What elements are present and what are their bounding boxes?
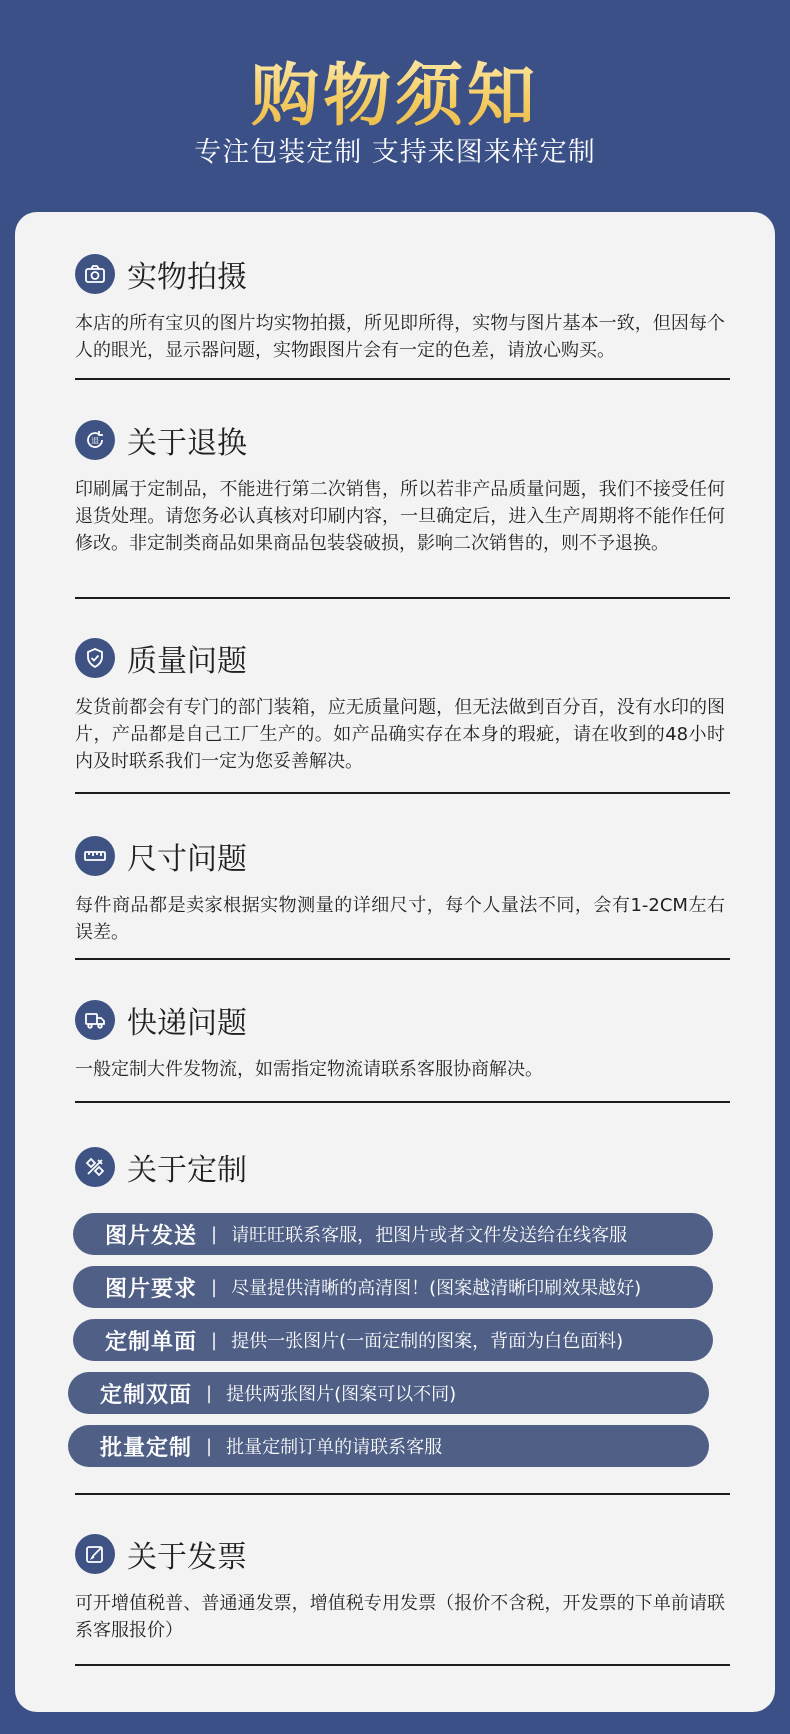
section-title: 实物拍摄 (127, 260, 247, 295)
camera-icon (75, 254, 115, 294)
return-icon (75, 420, 115, 460)
section-quality (75, 636, 730, 775)
section-title: 关于定制 (127, 1153, 247, 1188)
section-text: 本店的所有宝贝的图片均实物拍摄，所见即所得，实物与图片基本一致，但因每个人的眼光，显示器问题，实物跟图片会有一定的色差，请放心购买。 (75, 313, 725, 361)
custom-item-double-side (68, 1372, 709, 1414)
section-invoice (75, 1532, 730, 1644)
custom-item-title: 批量定制 (100, 1435, 193, 1461)
notice-card (15, 212, 775, 1712)
ruler-icon (75, 836, 115, 876)
section-text: 印刷属于定制品，不能进行第二次销售，所以若非产品质量问题，我们不接受任何退货处理。请您务必认真核对印刷内容，一旦确定后，进入生产周期将不能作任何修改。非定制类商品如果商品包装袋破损，影响二次销售的，则不予退换。 (75, 479, 725, 554)
page-subtitle: 专注包装定制 支持来图来样定制 (194, 137, 596, 168)
truck-icon (75, 1000, 115, 1040)
custom-item-text: 提供一张图片(一面定制的图案，背面为白色面料) (231, 1331, 624, 1352)
section-text: 发货前都会有专门的部门装箱，应无质量问题，但无法做到百分百，没有水印的图片，产品都是自己工厂生产的。如产品确实存在本身的瑕疵，请在收到的48小时内及时联系我们一定为您妥善解决。 (75, 697, 725, 772)
custom-item-text: 尽量提供清晰的高清图！(图案越清晰印刷效果越好) (231, 1278, 642, 1299)
divider (75, 597, 730, 599)
section-title: 尺寸问题 (127, 842, 247, 877)
custom-item-image-requirement (73, 1266, 713, 1308)
custom-item-title: 图片发送 (105, 1223, 198, 1249)
divider (75, 792, 730, 794)
section-shipping (75, 998, 730, 1083)
pencil-ruler-icon (75, 1147, 115, 1187)
custom-item-bulk (68, 1425, 709, 1467)
section-title: 质量问题 (127, 644, 247, 679)
divider (75, 378, 730, 380)
custom-item-separator: | (211, 1223, 218, 1245)
custom-item-text: 批量定制订单的请联系客服 (226, 1437, 443, 1458)
shield-check-icon (75, 638, 115, 678)
section-custom (75, 1145, 730, 1189)
edit-icon (75, 1534, 115, 1574)
section-text: 可开增值税普、普通通发票，增值税专用发票（报价不含税，开发票的下单前请联系客服报价） (75, 1593, 725, 1641)
section-title: 快递问题 (127, 1006, 247, 1041)
custom-item-separator: | (206, 1382, 213, 1404)
section-text: 一般定制大件发物流，如需指定物流请联系客服协商解决。 (75, 1059, 543, 1080)
divider (75, 958, 730, 960)
divider (75, 1101, 730, 1103)
section-photo (75, 252, 730, 364)
section-text: 每件商品都是卖家根据实物测量的详细尺寸，每个人量法不同，会有1-2CM左右误差。 (75, 895, 725, 943)
divider (75, 1493, 730, 1495)
custom-item-title: 定制单面 (105, 1329, 198, 1355)
custom-item-separator: | (211, 1329, 218, 1351)
custom-item-title: 定制双面 (100, 1382, 193, 1408)
page-title: 购物须知 (0, 42, 790, 139)
section-size (75, 834, 730, 946)
page-header (0, 0, 790, 210)
section-return (75, 418, 730, 557)
custom-item-separator: | (206, 1435, 213, 1457)
custom-item-single-side (73, 1319, 713, 1361)
custom-item-text: 请旺旺联系客服，把图片或者文件发送给在线客服 (231, 1225, 628, 1246)
custom-item-separator: | (211, 1276, 218, 1298)
custom-item-text: 提供两张图片(图案可以不同) (226, 1384, 457, 1405)
divider (75, 1664, 730, 1666)
svg-text:退: 退 (91, 436, 99, 446)
section-title: 关于发票 (127, 1540, 247, 1575)
custom-item-title: 图片要求 (105, 1276, 198, 1302)
custom-item-send-image (73, 1213, 713, 1255)
section-title: 关于退换 (127, 426, 247, 461)
